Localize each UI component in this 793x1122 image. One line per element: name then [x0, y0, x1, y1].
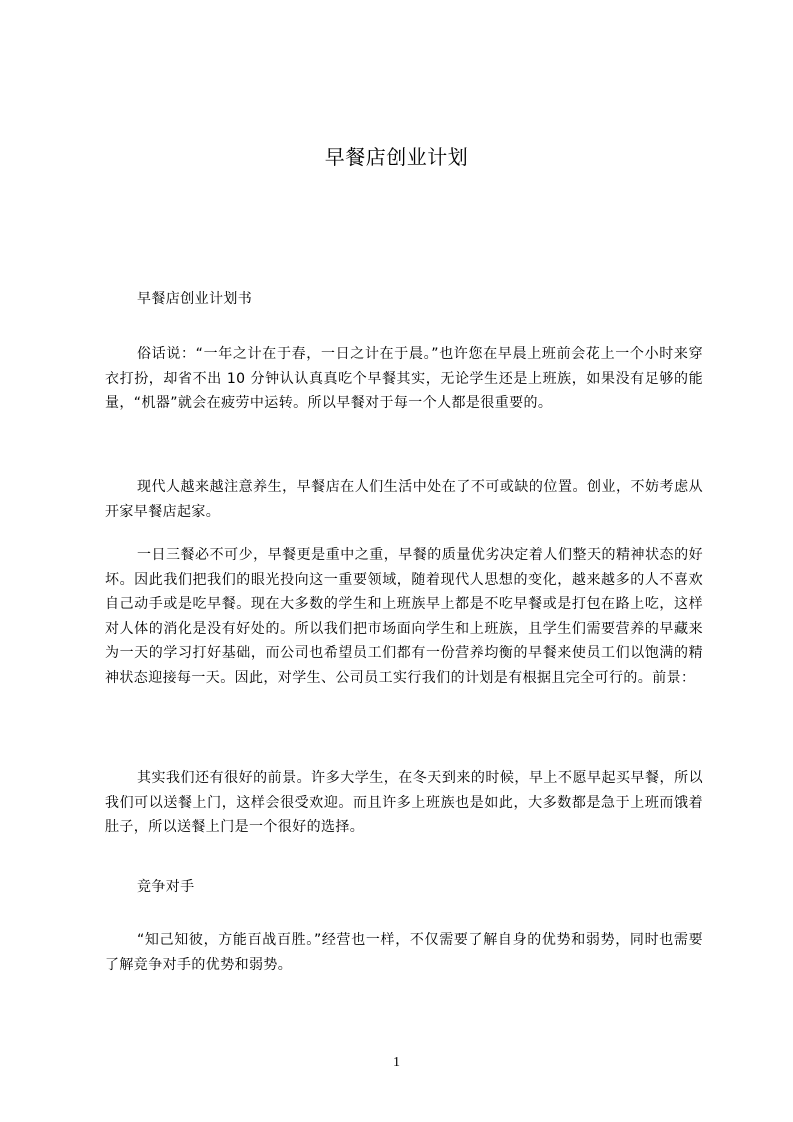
paragraph-breakfast-importance: 俗话说：“一年之计在于春，一日之计在于晨。”也许您在早晨上班前会花上一个小时来穿衣打扮，却省不出 10 分钟认认真真吃个早餐其实，无论学生还是上班族，如果没有足够的能量，“机器”就会在疲劳中运转。所以早餐对于每一个人都是很重要的。 [105, 346, 703, 411]
paragraph-prospects: 其实我们还有很好的前景。许多大学生，在冬天到来的时候，早上不愿早起买早餐，所以我们可以送餐上门，这样会很受欢迎。而且许多上班族也是如此，大多数都是急于上班而饿着肚子，所以送餐上门是一个很好的选择。 [105, 770, 703, 835]
page-number: 1 [393, 1055, 400, 1070]
document-title: 早餐店创业计划 [324, 145, 469, 169]
section-heading-competitors: 竞争对手 [137, 879, 195, 895]
paragraph-know-competitors: “知己知彼，方能百战百胜。”经营也一样，不仅需要了解自身的优势和弱势，同时也需要了解竞争对手的优势和弱势。 [105, 932, 703, 973]
section-heading-plan: 早餐店创业计划书 [137, 291, 253, 307]
paragraph-health-trend: 现代人越来越注意养生，早餐店在人们生活中处在了不可或缺的位置。创业，不妨考虑从开家早餐店起家。 [105, 479, 703, 520]
paragraph-market-analysis: 一日三餐必不可少，早餐更是重中之重，早餐的质量优劣决定着人们整天的精神状态的好坏。因此我们把我们的眼光投向这一重要领域，随着现代人思想的变化，越来越多的人不喜欢自己动手或是吃早餐。现在大多数的学生和上班族早上都是不吃早餐或是打包在路上吃，这样对人体的消化是没有好处的。所以我们把市场面向学生和上班族，且学生们需要营养的早藏来为一天的学习打好基础，而公司也希望员工们都有一份营养均衡的早餐来使员工们以饱满的精神状态迎接每一天。因此，对学生、公司员工实行我们的计划是有根据且完全可行的。前景： [105, 547, 703, 686]
